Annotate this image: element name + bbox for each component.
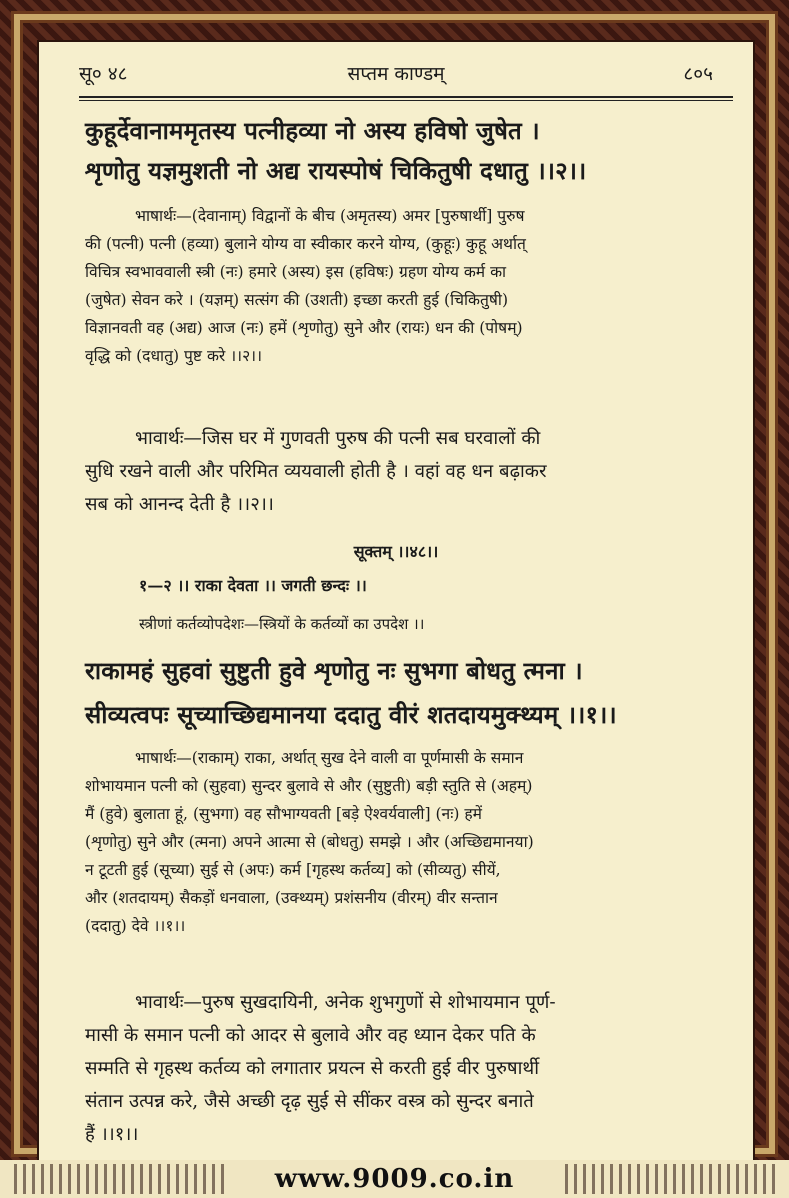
bhavarth1 — [85, 422, 715, 521]
sukta-title: सूक्तम् ।।४८।। — [353, 542, 439, 561]
text-line: विचित्र स्वभाववाली स्त्री (नः) हमारे (अस्य) इस (हविषः) ग्रहण योग्य कर्म का — [85, 263, 507, 281]
text-line: (ददातु) देवे ।।१।। — [85, 917, 186, 935]
text-line: हैं ।।१।। — [85, 1124, 139, 1145]
text-line: भाषार्थः—(राकाम्) राका, अर्थात् सुख देने वाली वा पूर्णमासी के समान — [135, 749, 524, 767]
text-line: संतान उत्पन्न करे, जैसे अच्छी दृढ़ सुई से सींकर वस्त्र को सुन्दर बनाते — [85, 1091, 534, 1112]
text-line: भाषार्थः—(देवानाम्) विद्वानों के बीच (अमृतस्य) अमर [पुरुषार्थी] पुरुष — [135, 207, 525, 225]
text-line: विज्ञानवती वह (अद्य) आज (नः) हमें (शृणोतु) सुने और (रायः) धन की (पोषम्) — [85, 319, 523, 337]
website-url: www.9009.co.in — [274, 1164, 515, 1194]
text-line: की (पत्नी) पत्नी (हव्या) बुलाने योग्य वा स्वीकार करने योग्य, (कुहूः) कुहू अर्थात् — [85, 235, 526, 253]
text-line: सम्मति से गृहस्थ कर्तव्य को लगातार प्रयत्न से करती हुई वीर पुरुषार्थी — [85, 1058, 540, 1079]
text-line: मासी के समान पत्नी को आदर से बुलावे और वह ध्यान देकर पति के — [85, 1025, 536, 1046]
mantra2-line2: सीव्यत्वपः सूच्याच्छिद्यमानया ददातु वीरं शतदायमुक्थ्यम् ।।१।। — [85, 700, 617, 729]
text-line: सुधि रखने वाली और परिमित व्ययवाली होती है । वहां वह धन बढ़ाकर — [85, 461, 547, 482]
devata-line: १—२ ।। राका देवता ।। जगती छन्दः ।। — [139, 576, 367, 595]
text-line: न टूटती हुई (सूच्या) सुई से (अपः) कर्म [गृहस्थ कर्तव्य] को (सीव्यतु) सीयें, — [85, 861, 501, 879]
kanda-title: सप्तम काण्डम् — [347, 63, 445, 85]
text-line: सब को आनन्द देती है ।।२।। — [85, 494, 274, 515]
mantra1-line2: शृणोतु यज्ञमुशती नो अद्य रायस्पोषं चिकितुषी दधातु ।।२।। — [85, 156, 587, 185]
mantra2-line1: राकामहं सुहवां सुष्टुती हुवे शृणोतु नः सुभगा बोधतु त्मना । — [85, 656, 583, 685]
sukta-number: सू० ४८ — [79, 63, 128, 85]
mantra1-line1: कुहूर्देवानाममृतस्य पत्नीहव्या नो अस्य हविषो जुषेत । — [85, 116, 540, 145]
page-number: ८०५ — [683, 63, 713, 85]
text-line: (शृणोतु) सुने और (त्मना) अपने आत्मा से (बोधतु) समझे । और (अच्छिद्यमानया) — [85, 833, 534, 851]
bhasharth1 — [85, 202, 715, 370]
text-line: और (शतदायम्) सैकड़ों धनवाला, (उक्थ्यम्) प्रशंसनीय (वीरम्) वीर सन्तान — [85, 889, 498, 907]
bhavarth2 — [85, 986, 715, 1151]
topic-line: स्त्रीणां कर्तव्योपदेशः—स्त्रियों के कर्तव्यों का उपदेश ।। — [139, 615, 425, 633]
header-rule — [79, 96, 733, 98]
header-rule-thin — [79, 100, 733, 101]
text-line: भावार्थः—जिस घर में गुणवती पुरुष की पत्नी सब घरवालों की — [135, 428, 541, 449]
book-page — [37, 40, 755, 1162]
footer-ornament-right — [565, 1164, 775, 1194]
page-header — [79, 56, 713, 86]
bhasharth2 — [85, 744, 715, 940]
text-line: भावार्थः—पुरुष सुखदायिनी, अनेक शुभगुणों से शोभायमान पूर्ण- — [135, 992, 556, 1013]
text-line: (जुषेत) सेवन करे । (यज्ञम्) सत्संग की (उशती) इच्छा करती हुई (चिकितुषी) — [85, 291, 509, 309]
text-line: मैं (हुवे) बुलाता हूं, (सुभगा) वह सौभाग्यवती [बड़े ऐश्वर्यवाली] (नः) हमें — [85, 805, 483, 823]
footer-ornament-left — [14, 1164, 224, 1194]
text-line: शोभायमान पत्नी को (सुहवा) सुन्दर बुलावे से और (सुष्टुती) बड़ी स्तुति से (अहम्) — [85, 777, 533, 795]
text-line: वृद्धि को (दधातु) पुष्ट करे ।।२।। — [85, 347, 262, 365]
